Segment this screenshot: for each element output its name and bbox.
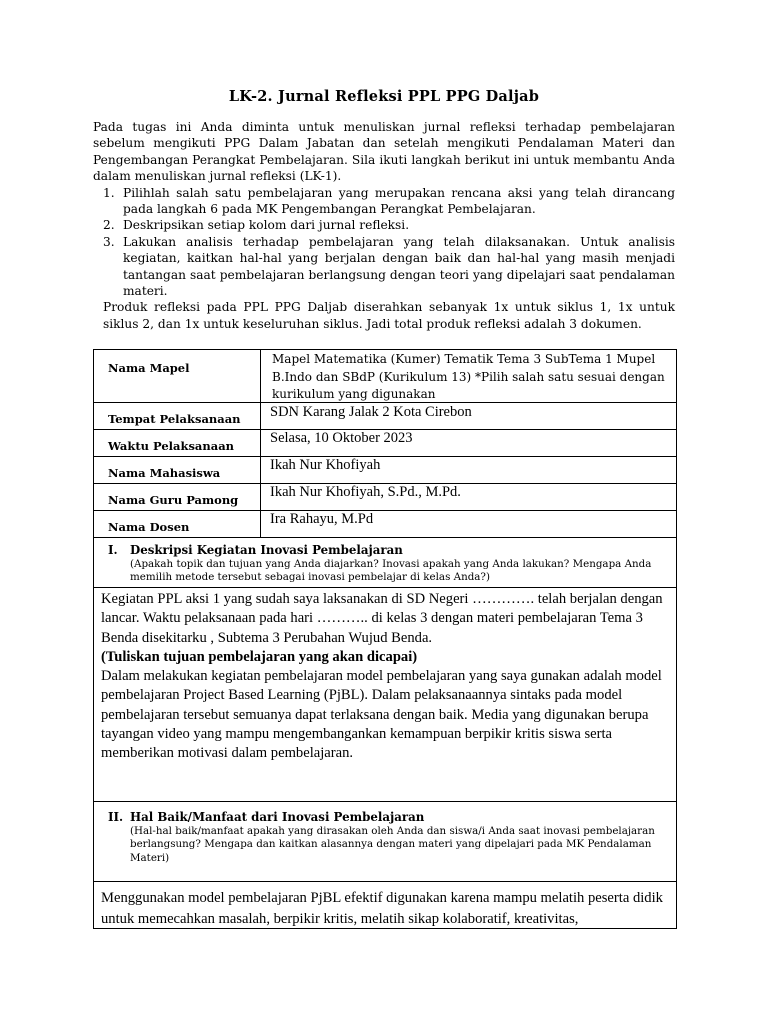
waktu-value: Selasa, 10 Oktober 2023 (270, 430, 413, 446)
step-text: Lakukan analisis terhadap pembelajaran yang telah dilaksanakan. Untuk analisis kegiatan, kaitkan hal-hal yang berjalan dengan baik dan hal-hal yang masih menjadi tantangan saat pembelajaran berlangsung dengan teori yang dipelajari saat pendalaman materi. (123, 234, 675, 299)
section1-paragraph-2: (Tuliskan tujuan pembelajaran yang akan dicapai) (101, 648, 418, 665)
section2-body (94, 882, 676, 928)
reflection-table (93, 349, 677, 929)
step-number: 1. (103, 185, 115, 200)
section2-header (94, 802, 676, 882)
row-tempat (94, 403, 676, 430)
section1-paragraph-1: Kegiatan PPL aksi 1 yang sudah saya laksanakan di SD Negeri …………. telah berjalan dengan lancar. Waktu pelaksanaan pada hari ……….. di kelas 3 dengan materi pembelajaran Tema 3 Benda disekitarku , Subtema 3 Perubahan Wujud Benda. (101, 591, 663, 646)
step-item (93, 217, 675, 233)
row-guru-pamong (94, 484, 676, 511)
section1-paragraph-3: Dalam melakukan kegiatan pembelajaran model pembelajaran yang saya gunakan adalah model pembelajaran Project Based Learning (PjBL). Dalam pelaksanaannya sintaks pada model pembelajaran tersebut semuanya dapat terlaksana dengan baik. Media yang digunakan berupa tayangan video yang mampu mengembangankan kemampuan berpikir kritis siswa serta memberikan motivasi dalam pembelajaran. (101, 668, 662, 762)
step-text: Pilihlah salah satu pembelajaran yang merupakan rencana aksi yang telah dirancang pada langkah 6 pada MK Pengembangan Perangkat Pembelajaran. (123, 185, 675, 217)
section1-heading: Deskripsi Kegiatan Inovasi Pembelajaran (130, 543, 403, 557)
dosen-value: Ira Rahayu, M.Pd (270, 511, 374, 527)
step-text: Deskripsikan setiap kolom dari jurnal refleksi. (123, 218, 410, 233)
waktu-label: Waktu Pelaksanaan (108, 439, 235, 453)
mahasiswa-label: Nama Mahasiswa (108, 466, 221, 480)
pamong-value: Ikah Nur Khofiyah, S.Pd., M.Pd. (270, 484, 461, 500)
section2-prompt: (Hal-hal baik/manfaat apakah yang dirasakan oleh Anda dan siswa/i Anda saat inovasi pembelajaran berlangsung? Mengapa dan kaitkan alasannya dengan materi yang dipelajari pada MK Pendalaman Materi) (130, 825, 655, 864)
dosen-label: Nama Dosen (108, 520, 190, 534)
section1-prompt: (Apakah topik dan tujuan yang Anda diajarkan? Inovasi apakah yang Anda lakukan? Mengapa Anda memilih metode tersebut sebagai inovasi pembelajar di kelas Anda?) (130, 558, 652, 584)
step-item (93, 185, 675, 218)
page-title: LK-2. Jurnal Refleksi PPL PPG Daljab (228, 88, 540, 105)
closing-paragraph: Produk refleksi pada PPL PPG Daljab diserahkan sebanyak 1x untuk siklus 1, 1x untuk siklus 2, dan 1x untuk keseluruhan siklus. Jadi total produk refleksi adalah 3 dokumen. (103, 300, 675, 331)
section1-header (94, 538, 676, 588)
section2-heading: Hal Baik/Manfaat dari Inovasi Pembelajaran (130, 810, 425, 824)
step-number: 2. (103, 218, 115, 233)
mapel-label: Nama Mapel (108, 361, 190, 375)
section1-body (94, 588, 676, 802)
instructions (93, 119, 675, 332)
row-waktu (94, 430, 676, 457)
section2-paragraph-1: Menggunakan model pembelajaran PjBL efektif digunakan karena mampu melatih peserta didik untuk memecahkan masalah, berpikir kritis, melatih sikap kolaboratif, kreativitas, (101, 890, 663, 927)
steps-list (93, 185, 675, 300)
pamong-label: Nama Guru Pamong (108, 493, 239, 507)
row-mapel (94, 350, 676, 403)
mapel-value: Mapel Matematika (Kumer) Tematik Tema 3 SubTema 1 Mupel B.Indo dan SBdP (Kurikulum 13) *Pilih salah satu sesuai dengan kurikulum yang digunakan (272, 352, 665, 401)
mahasiswa-value: Ikah Nur Khofiyah (270, 457, 381, 473)
tempat-value: SDN Karang Jalak 2 Kota Cirebon (270, 404, 472, 420)
tempat-label: Tempat Pelaksanaan (108, 412, 241, 426)
row-dosen (94, 511, 676, 538)
section2-number: II. (108, 810, 124, 824)
section1-number: I. (108, 543, 118, 557)
step-number: 3. (103, 234, 115, 249)
intro-paragraph: Pada tugas ini Anda diminta untuk menuliskan jurnal refleksi terhadap pembelajaran sebelum mengikuti PPG Dalam Jabatan dan setelah mengikuti Pendalaman Materi dan Pengembangan Perangkat Pembelajaran. Sila ikuti langkah berikut ini untuk membantu Anda dalam menuliskan jurnal refleksi (LK-1). (93, 120, 675, 184)
row-mahasiswa (94, 457, 676, 484)
step-item (93, 234, 675, 300)
